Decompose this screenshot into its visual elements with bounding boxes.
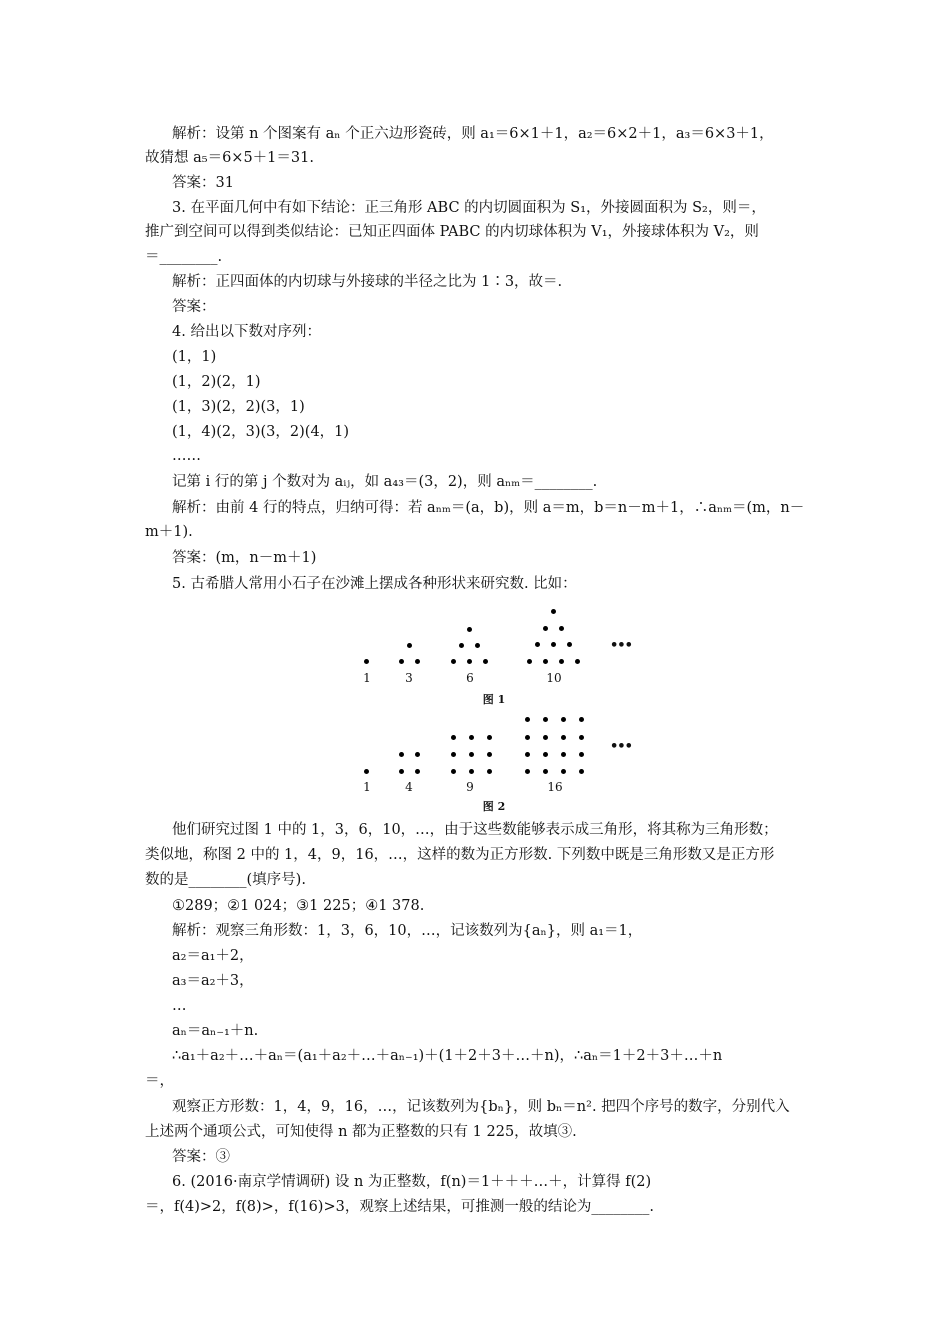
ellipsis-more: ••• — [610, 739, 632, 754]
stone-dot — [561, 717, 566, 722]
text-line: 答案：③ — [172, 1149, 230, 1165]
figure-label: 3 — [405, 671, 413, 685]
text-line: ∴a₁＋a₂＋…＋aₙ＝(a₁＋a₂＋…＋aₙ₋₁)＋(1＋2＋3＋…＋n)，∴aₙ＝1＋2＋3＋…＋n — [172, 1048, 723, 1064]
stone-dot — [364, 659, 369, 664]
text-line: 上述两个通项公式，可知使得 n 都为正整数的只有 1 225，故填③. — [145, 1124, 577, 1140]
stone-dot — [487, 769, 492, 774]
text-line: 5. 古希腊人常用小石子在沙滩上摆成各种形状来研究数. 比如： — [172, 576, 577, 592]
figure-label: 6 — [466, 671, 474, 685]
figure-label: 16 — [547, 780, 563, 794]
stone-dot — [527, 659, 532, 664]
figure-caption: 图 2 — [482, 800, 506, 813]
stone-dot — [415, 752, 420, 757]
text-line: (1，4)(2，3)(3，2)(4，1) — [172, 424, 350, 440]
stone-dot — [364, 769, 369, 774]
stone-dot — [561, 769, 566, 774]
stone-dot — [543, 735, 548, 740]
text-line: 解析：正四面体的内切球与外接球的半径之比为 1∶3，故＝. — [172, 274, 563, 290]
text-line: 推广到空间可以得到类似结论：已知正四面体 PABC 的内切球体积为 V₁，外接球体积为 V₂，则 — [145, 224, 759, 240]
stone-dot — [543, 626, 548, 631]
stone-dot — [475, 643, 480, 648]
text-line: (1，1) — [172, 349, 217, 365]
stone-dot — [559, 626, 564, 631]
text-line: …… — [172, 448, 201, 464]
stone-dot — [467, 659, 472, 664]
stone-dot — [525, 769, 530, 774]
text-line: (1，2)(2，1) — [172, 374, 261, 390]
text-line: 答案：(m，n－m＋1) — [172, 550, 317, 566]
ellipsis-more: ••• — [610, 638, 632, 653]
stone-dot — [561, 735, 566, 740]
stone-dot — [451, 769, 456, 774]
stone-dot — [525, 752, 530, 757]
stone-dot — [467, 627, 472, 632]
stone-dot — [575, 659, 580, 664]
stone-dot — [469, 752, 474, 757]
text-line: 故猜想 a₅＝6×5＋1＝31. — [145, 150, 314, 166]
stone-dot — [543, 717, 548, 722]
stone-dot — [579, 735, 584, 740]
stone-dot — [525, 735, 530, 740]
stone-dot — [451, 659, 456, 664]
text-line: 解析：设第 n 个图案有 aₙ 个正六边形瓷砖，则 a₁＝6×1＋1，a₂＝6×2＋1，a₃＝6×3＋1， — [172, 126, 774, 142]
stone-dot — [459, 643, 464, 648]
text-line: 观察正方形数：1，4，9，16，…，记该数列为{bₙ}，则 bₙ＝n². 把四个序号的数字，分别代入 — [172, 1099, 790, 1115]
figure-2 — [340, 710, 640, 820]
stone-dot — [579, 717, 584, 722]
text-line: 他们研究过图 1 中的 1，3，6，10，…，由于这些数能够表示成三角形，将其称为三角形数； — [172, 822, 778, 838]
text-line: ＝， — [145, 1073, 174, 1089]
stone-dot — [483, 659, 488, 664]
text-line: ＝，f(4)>2，f(8)>，f(16)>3，观察上述结果，可推测一般的结论为________. — [145, 1199, 654, 1215]
figure-label: 1 — [363, 671, 371, 685]
stone-dot — [451, 735, 456, 740]
stone-dot — [415, 659, 420, 664]
stone-dot — [579, 769, 584, 774]
text-line: 解析：观察三角形数：1，3，6，10，…，记该数列为{aₙ}，则 a₁＝1， — [172, 923, 643, 939]
text-line: a₃＝a₂＋3， — [172, 973, 254, 989]
text-line: 解析：由前 4 行的特点，归纳可得：若 aₙₘ＝(a，b)，则 a＝m，b＝n－m＋1，∴aₙₘ＝(m，n－ — [172, 500, 805, 516]
text-line: … — [172, 998, 187, 1014]
text-line: 答案：31 — [172, 175, 234, 191]
stone-dot — [407, 643, 412, 648]
text-line: 6. (2016·南京学情调研) 设 n 为正整数，f(n)＝1＋＋＋…＋，计算得 f(2) — [172, 1174, 652, 1190]
text-line: aₙ＝aₙ₋₁＋n. — [172, 1023, 259, 1039]
text-line: 3. 在平面几何中有如下结论：正三角形 ABC 的内切圆面积为 S₁，外接圆面积为 S₂，则＝， — [172, 200, 766, 216]
stone-dot — [567, 642, 572, 647]
stone-dot — [551, 642, 556, 647]
figure-caption: 图 1 — [482, 693, 506, 706]
stone-dot — [415, 769, 420, 774]
figure-label: 4 — [405, 780, 413, 794]
text-line: ①289；②1 024；③1 225；④1 378. — [172, 898, 425, 914]
stone-dot — [399, 752, 404, 757]
text-line: 数的是________(填序号). — [145, 872, 306, 888]
stone-dot — [535, 642, 540, 647]
stone-dot — [399, 659, 404, 664]
text-line: 4. 给出以下数对序列： — [172, 324, 321, 340]
stone-dot — [559, 659, 564, 664]
stone-dot — [469, 769, 474, 774]
figure-label: 10 — [546, 671, 562, 685]
text-line: m＋1). — [145, 524, 193, 540]
text-line: 记第 i 行的第 j 个数对为 aᵢⱼ，如 a₄₃＝(3，2)，则 aₙₘ＝________. — [172, 474, 598, 490]
stone-dot — [451, 752, 456, 757]
stone-dot — [561, 752, 566, 757]
stone-dot — [579, 752, 584, 757]
stone-dot — [543, 769, 548, 774]
text-line: 答案： — [172, 299, 216, 315]
text-line: (1，3)(2，2)(3，1) — [172, 399, 305, 415]
stone-dot — [543, 752, 548, 757]
stone-dot — [399, 769, 404, 774]
figure-label: 9 — [466, 780, 474, 794]
stone-dot — [551, 609, 556, 614]
stone-dot — [487, 752, 492, 757]
figure-label: 1 — [363, 780, 371, 794]
figure-1 — [340, 600, 640, 710]
stone-dot — [525, 717, 530, 722]
text-line: a₂＝a₁＋2， — [172, 948, 254, 964]
text-line: ＝________. — [145, 249, 223, 265]
stone-dot — [487, 735, 492, 740]
text-line: 类似地，称图 2 中的 1，4，9，16，…，这样的数为正方形数. 下列数中既是三角形数又是正方形 — [145, 847, 775, 863]
stone-dot — [469, 735, 474, 740]
stone-dot — [543, 659, 548, 664]
